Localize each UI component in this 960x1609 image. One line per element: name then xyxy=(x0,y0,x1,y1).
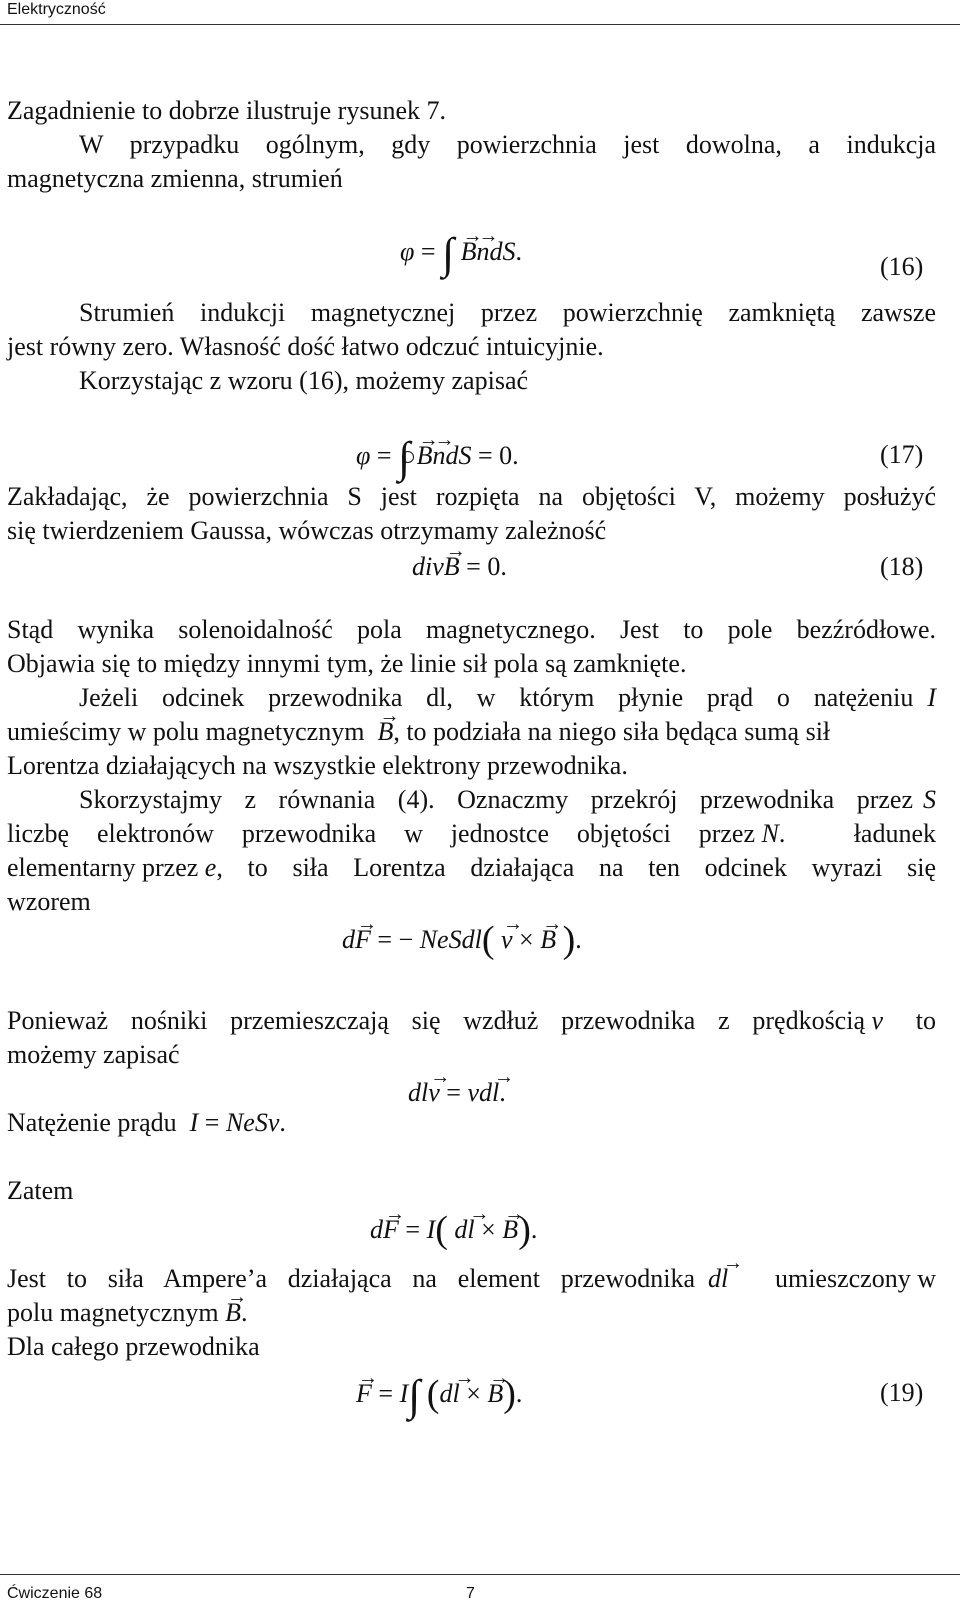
contour-integral-symbol: ∫ xyxy=(398,433,411,482)
text-line: polu magnetycznym → B. xyxy=(7,1298,247,1328)
page-number: 7 xyxy=(466,1585,475,1602)
footer-rule xyxy=(0,1574,960,1575)
text-line: umieścimy w polu magnetycznym → B, to podziała na niego siła będąca sumą sił xyxy=(7,717,936,747)
text-line: Natężenie prądu I = NeSv. xyxy=(7,1108,286,1137)
equation-17: φ = ∫ → B→ ndS = 0. xyxy=(356,440,519,471)
text-line: Lorentza działających na wszystkie elektrony przewodnika. xyxy=(7,751,628,780)
equation-label-16: (16) xyxy=(880,252,924,281)
text-line: Zatem xyxy=(7,1176,74,1205)
equation-dlv: dl→ v = vd→ l. xyxy=(408,1078,506,1108)
text-line: Stąd wynika solenoidalność pola magnetycznego. Jest to pole bezźródłowe. xyxy=(7,615,936,644)
integral-symbol: ∫ xyxy=(442,229,455,278)
equation-dF-ampere: d→ F = I( d→ l × → B). xyxy=(370,1215,537,1245)
footer-exercise: Ćwiczenie 68 xyxy=(7,1585,103,1602)
header-title: Elektryczność xyxy=(7,1,106,18)
text-line: Jeżeli odcinek przewodnika dl, w którym płynie prąd o natężeniu I xyxy=(79,683,936,712)
text-line: Ponieważ nośniki przemieszczają się wzdłuż przewodnika z prędkością v to xyxy=(7,1006,936,1035)
text-line: liczbę elektronów przewodnika w jednostce objętości przez N . ładunek xyxy=(7,819,936,848)
text-line: wzorem xyxy=(7,887,91,916)
text-line: Korzystając z wzoru (16), możemy zapisać xyxy=(79,366,529,395)
equation-label-17: (17) xyxy=(880,440,924,469)
equation-18: div→ B = 0. xyxy=(412,552,507,582)
text-line: W przypadku ogólnym, gdy powierzchnia jest dowolna, a indukcja xyxy=(79,130,936,159)
text-line: Jest to siła Ampere’a działająca na element przewodnika d → l umieszczony w xyxy=(7,1264,936,1294)
text-line: się twierdzeniem Gaussa, wówczas otrzymamy zależność xyxy=(7,516,607,545)
text-line: Skorzystajmy z równania (4). Oznaczmy przekrój przewodnika przez S xyxy=(79,785,936,814)
page-header xyxy=(0,0,960,26)
equation-19: → F = I∫ (d→ l × → B). xyxy=(356,1378,522,1409)
text-line: Dla całego przewodnika xyxy=(7,1332,260,1361)
text-line: magnetyczna zmienna, strumień xyxy=(7,164,343,193)
text-line: Zagadnienie to dobrze ilustruje rysunek 7. xyxy=(7,96,446,125)
page-footer xyxy=(0,1560,960,1609)
equation-16: φ = ∫ → B→ ndS. xyxy=(400,236,522,267)
equation-label-18: (18) xyxy=(880,552,924,581)
text-line: jest równy zero. Własność dość łatwo odczuć intuicyjnie. xyxy=(7,332,604,361)
text-line: elementarny przez e , to siła Lorentza działająca na ten odcinek wyrazi się xyxy=(7,853,936,882)
integral-symbol: ∫ xyxy=(408,1371,421,1420)
text-line: możemy zapisać xyxy=(7,1040,180,1069)
equation-label-19: (19) xyxy=(880,1378,924,1407)
header-rule xyxy=(0,24,960,25)
text-line: Objawia się to między innymi tym, że linie sił pola są zamknięte. xyxy=(7,649,687,678)
text-line: Zakładając, że powierzchnia S jest rozpięta na objętości V, możemy posłużyć xyxy=(7,482,936,511)
equation-dF-lorentz: d→ F = − NeSdl( → v × → B ). xyxy=(342,925,582,955)
text-line: Strumień indukcji magnetycznej przez powierzchnię zamkniętą zawsze xyxy=(79,298,936,327)
